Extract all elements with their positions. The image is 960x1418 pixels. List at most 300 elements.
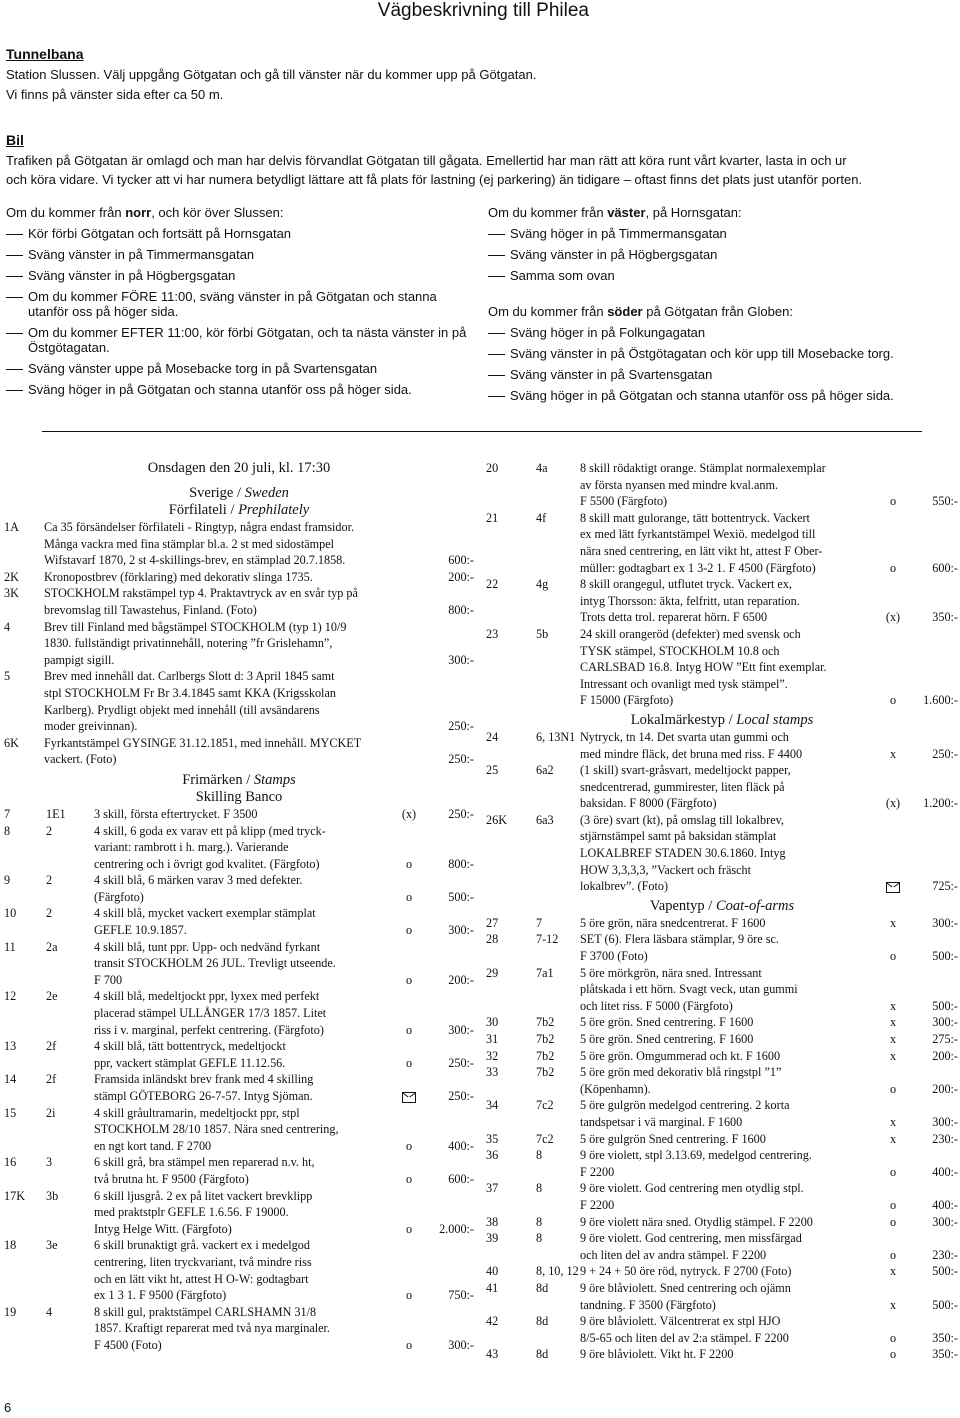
lot-condition (873, 1147, 913, 1164)
lot-price (913, 862, 958, 879)
lot-condition: o (889, 949, 897, 964)
lot-condition: o (889, 560, 897, 575)
lot-number (4, 1121, 46, 1138)
catalog-number (536, 477, 580, 494)
lot-row (4, 569, 474, 586)
catalog-number (46, 839, 94, 856)
lot-number (4, 1171, 46, 1188)
lot-row-continued (486, 1247, 958, 1264)
lot-row (486, 1131, 958, 1148)
lot-description: (1 skill) svart-gråsvart, medeltjockt papper, (580, 763, 791, 778)
lot-condition (389, 1188, 429, 1205)
lot-number (4, 702, 44, 719)
lot-number: 14 (4, 1072, 17, 1087)
lot-row (4, 585, 474, 602)
catalog-number (46, 1204, 94, 1221)
lot-row-continued (4, 602, 474, 619)
lot-description: 9 öre violett. God centrering men otydlig stpl. (580, 1181, 804, 1196)
lot-price (913, 1313, 958, 1330)
lot-row-continued (486, 845, 958, 862)
south-intro: Om du kommer från söder på Götgatan från Globen: (488, 304, 793, 319)
lot-description: (3 öre) svart (kt), på omslag till lokalbrev, (580, 812, 784, 827)
lot-number: 2K (4, 569, 19, 584)
lot-price: 800:- (448, 602, 474, 617)
lot-price (429, 823, 474, 840)
lot-condition (873, 981, 913, 998)
lot-number (486, 560, 536, 577)
lot-price (429, 872, 474, 889)
lot-price: 300:- (932, 1214, 958, 1229)
step-dash-icon (488, 268, 510, 283)
lot-description: 9 öre violett. God centrering, men missfärgad (580, 1231, 802, 1246)
catalog-number (536, 609, 580, 626)
catalog-number (536, 560, 580, 577)
lot-price: 300:- (932, 1015, 958, 1030)
step-text: Sväng vänster in på Timmermansgatan (28, 247, 255, 262)
step-text: Kör förbi Götgatan och fortsätt på Hornsgatan (28, 226, 292, 241)
step-dash-icon (488, 388, 510, 403)
lot-price (429, 955, 474, 972)
catalog-number (536, 878, 580, 895)
lot-condition (873, 762, 913, 779)
lot-price: 300:- (448, 652, 474, 667)
lot-condition (389, 1271, 429, 1288)
lot-price (913, 1147, 958, 1164)
west-intro: Om du kommer från väster, på Hornsgatan: (488, 205, 742, 220)
lot-price (913, 643, 958, 660)
lot-price (913, 676, 958, 693)
lot-row-continued (486, 1114, 958, 1131)
lot-number: 24 (486, 729, 499, 744)
lot-condition: o (889, 1347, 897, 1362)
lot-description: Intyg Helge Witt. (Färgfoto) (94, 1221, 232, 1236)
lokalmarkestyp-heading: Lokalmärkestyp / Local stamps (630, 711, 814, 728)
lot-price: 300:- (932, 1114, 958, 1129)
lot-description: ppr, vackert stämplat GEFLE 11.12.56. (94, 1055, 286, 1070)
lot-number (486, 1081, 536, 1098)
lot-description: 9 öre blåviolett. Välcentrerat ex stpl HJO (580, 1314, 781, 1329)
lot-price (429, 1071, 474, 1088)
step-text: Sväng vänster in på Östgötagatan och kör upp till Mosebacke torg. (510, 346, 894, 361)
lot-condition (873, 931, 913, 948)
lot-row (486, 1097, 958, 1114)
lot-description: 5 öre grön. Omgummerad och kt. F 1600 (580, 1048, 781, 1063)
lot-description: GEFLE 10.9.1857. (94, 923, 187, 938)
lot-price (913, 526, 958, 543)
catalog-number (536, 845, 580, 862)
lot-description: riss i v. marginal, perfekt centrering. (Färgfoto) (94, 1022, 324, 1037)
lot-condition (873, 510, 913, 527)
lot-price (429, 1154, 474, 1171)
lot-row-continued (4, 856, 474, 873)
tunnelbana-line: Vi finns på vänster sida efter ca 50 m. (6, 87, 224, 102)
catalog-number (46, 1271, 94, 1288)
lot-number (4, 1320, 46, 1337)
lot-description: ex 1 3 1. F 9500 (Färgfoto) (94, 1288, 227, 1303)
catalog-number (536, 659, 580, 676)
lot-price (913, 1180, 958, 1197)
skilling-lot-list-continued (486, 460, 958, 709)
lot-row (486, 460, 958, 477)
coat-of-arms-lot-list (486, 915, 958, 1363)
lot-description: 5 öre gulgrön Sned centrering. F 1600 (580, 1131, 766, 1146)
lot-price (429, 585, 474, 602)
vapentyp-heading: Vapentyp / Coat-of-arms (649, 897, 795, 914)
lot-condition: x (889, 1297, 897, 1312)
lot-condition (389, 955, 429, 972)
lot-condition (873, 477, 913, 494)
lot-number: 25 (486, 763, 499, 778)
lot-price: 250:- (448, 1055, 474, 1070)
catalog-right-column (486, 460, 958, 1363)
lot-number: 3K (4, 586, 19, 601)
lot-number (486, 1114, 536, 1131)
page-number: 6 (4, 1400, 12, 1415)
lot-condition: o (405, 856, 413, 871)
lot-number (486, 779, 536, 796)
lot-number (486, 828, 536, 845)
catalog-number (536, 779, 580, 796)
lot-number: 10 (4, 906, 17, 921)
lot-number: 37 (486, 1181, 499, 1196)
catalog-number (536, 1164, 580, 1181)
catalog-number (46, 1121, 94, 1138)
lot-condition (873, 1230, 913, 1247)
lot-row (486, 626, 958, 643)
lot-row-continued (486, 795, 958, 812)
lot-number: 28 (486, 932, 499, 947)
catalog-number: 5b (536, 626, 549, 641)
lot-row-continued (486, 1197, 958, 1214)
lot-description: STOCKHOLM 28/10 1857. Nära sned centrering, (94, 1122, 339, 1137)
lot-price (429, 1304, 474, 1321)
section-divider (42, 431, 922, 432)
lot-row-continued (4, 552, 474, 569)
lot-row-continued (486, 878, 958, 895)
lot-row (4, 1071, 474, 1088)
lot-description: 4 skill blå, mycket vackert exemplar stämplat (94, 906, 316, 921)
lot-description: en ngt kort tand. F 2700 (94, 1138, 212, 1153)
lot-row-continued (4, 1171, 474, 1188)
step-text: Sväng vänster uppe på Mosebacke torg in på Svartensgatan (28, 361, 378, 376)
lot-price: 500:- (448, 889, 474, 904)
catalog-number: 7 (536, 915, 543, 930)
page-title: Vägbeskrivning till Philea (377, 0, 589, 21)
lot-condition (389, 839, 429, 856)
lot-price (913, 729, 958, 746)
lot-condition: x (889, 1114, 897, 1129)
lot-number: 27 (486, 915, 499, 930)
step-text: Sväng vänster in på Högbergsgatan (28, 268, 236, 283)
lot-description: Nytryck, tn 14. Det svarta utan gummi och (580, 729, 789, 744)
catalog-number: 4f (536, 510, 547, 525)
lot-condition (389, 1105, 429, 1122)
catalog-number (536, 692, 580, 709)
lot-row (486, 1214, 958, 1231)
lot-price (913, 965, 958, 982)
directions-west-south (488, 204, 956, 409)
lot-row (4, 619, 474, 636)
lot-price (429, 635, 474, 652)
lot-condition: o (889, 1214, 897, 1229)
lot-row-continued (486, 526, 958, 543)
lot-row-continued (486, 692, 958, 709)
lot-number: 30 (486, 1015, 499, 1030)
lot-number (4, 1022, 46, 1039)
step-dash-icon (6, 226, 28, 241)
lot-row (486, 1280, 958, 1297)
lot-description: två brutna ht. F 9500 (Färgfoto) (94, 1171, 249, 1186)
lot-description: 6 skill brunaktigt grå. vackert ex i medelgod (94, 1238, 310, 1253)
lot-description: nära sned centrering, en lätt vikt ht, attest F Ober- (580, 543, 823, 558)
lot-row-continued (486, 543, 958, 560)
lot-row (4, 872, 474, 889)
catalog-number (46, 1320, 94, 1337)
lot-description: 5 öre grön. Sned centrering. F 1600 (580, 1015, 754, 1030)
lot-number: 6K (4, 735, 19, 750)
lot-row (486, 762, 958, 779)
auction-date-heading: Onsdagen den 20 juli, kl. 17:30 (147, 460, 331, 476)
step-dash-icon (488, 247, 510, 262)
lot-description: och litet riss. F 5000 (Färgfoto) (580, 998, 733, 1013)
lot-row-continued (486, 981, 958, 998)
lot-number (486, 998, 536, 1015)
lot-price: 250:- (448, 1089, 474, 1103)
lot-condition (389, 1121, 429, 1138)
lot-condition: x (889, 1131, 897, 1146)
lot-description: och en lätt vikt ht, attest H O-W: godtagbart (94, 1271, 309, 1286)
step-dash-icon (6, 382, 28, 397)
lot-row-continued (4, 922, 474, 939)
lot-number (4, 839, 46, 856)
lot-condition: o (889, 1081, 897, 1096)
catalog-number: 2f (46, 1072, 57, 1087)
lot-condition: x (889, 1048, 897, 1063)
lot-number (486, 981, 536, 998)
lot-description: pampigt sigill. (44, 652, 115, 667)
lot-condition: x (889, 746, 897, 761)
lot-condition (389, 1154, 429, 1171)
lot-condition: (x) (401, 806, 417, 821)
lot-number (486, 1164, 536, 1181)
lot-description: SET (6). Flera läsbara stämplar, 9 öre sc. (580, 932, 779, 947)
lot-condition (873, 779, 913, 796)
lot-number: 42 (486, 1314, 499, 1329)
bil-line: och köra vidare. Vi tycker att vi har numera betydligt lättare att få plats för lastning (ej parkering) än tidigare – oftast finns det plats just utanför porten. (6, 172, 863, 187)
lot-price (913, 981, 958, 998)
lot-condition: o (405, 1022, 413, 1037)
catalog-number (46, 1138, 94, 1155)
envelope-icon (886, 882, 900, 893)
lot-description: 8 skill rödaktigt orange. Stämplat normalexemplar (580, 461, 826, 475)
lot-number (486, 948, 536, 965)
lot-condition: o (405, 1337, 413, 1352)
lot-number: 21 (486, 510, 499, 525)
lot-description: lokalbrev”. (Foto) (580, 879, 668, 894)
lot-row-continued (4, 718, 474, 735)
lot-price (913, 812, 958, 829)
lot-number (486, 795, 536, 812)
lot-condition: o (889, 1247, 897, 1262)
catalog-number (46, 1088, 94, 1105)
lot-row (486, 1014, 958, 1031)
direction-step (6, 226, 468, 241)
lot-row (486, 729, 958, 746)
lot-number (486, 526, 536, 543)
lot-price: 300:- (932, 915, 958, 930)
lot-row-continued (486, 998, 958, 1015)
step-text: Om du kommer FÖRE 11:00, sväng vänster in på Götgatan och stanna utanför oss på höger sida. (28, 289, 437, 319)
lot-row-continued (486, 1081, 958, 1098)
lot-description: 4 skill blå, 6 märken varav 3 med defekter. (94, 873, 303, 888)
catalog-number (536, 1114, 580, 1131)
lot-row (4, 519, 474, 536)
lot-condition: o (889, 1197, 897, 1212)
lot-condition (873, 460, 913, 477)
lot-price (429, 519, 474, 536)
lot-condition (873, 643, 913, 660)
tunnelbana-section (6, 44, 956, 106)
skilling-banco-heading: Skilling Banco (195, 788, 283, 805)
lot-description: snedcentrerad, gummirester, liten fläck på (580, 779, 785, 794)
lot-description: intyg Thorsson: äkta, felfritt, utan reparation. (580, 593, 800, 608)
lot-description: 5 öre grön. Sned centrering. F 1600 (580, 1032, 754, 1046)
lot-row-continued (486, 493, 958, 510)
lot-description: müller: godtagbart ex 1 3-2 1. F 4500 (Färgfoto) (580, 560, 816, 575)
step-dash-icon (6, 289, 28, 319)
lot-price (913, 593, 958, 610)
lot-price (913, 460, 958, 477)
lot-condition: o (889, 1330, 897, 1345)
lot-number: 32 (486, 1048, 499, 1063)
lot-price: 500:- (932, 998, 958, 1013)
lot-price (429, 939, 474, 956)
lot-number: 16 (4, 1155, 17, 1170)
lot-description: ex med lätt fyrkantstämpel Wexiö. medelgod till (580, 527, 816, 542)
lot-number: 23 (486, 626, 499, 641)
lot-number (486, 878, 536, 895)
lot-price (913, 1230, 958, 1247)
lot-number (4, 856, 46, 873)
lot-condition (873, 965, 913, 982)
lot-row-continued (486, 477, 958, 494)
lot-row-continued (486, 1330, 958, 1347)
step-dash-icon (6, 268, 28, 283)
lot-number: 22 (486, 577, 499, 592)
lot-number: 35 (486, 1131, 499, 1146)
lot-condition (389, 905, 429, 922)
lot-price (429, 685, 474, 702)
lot-number: 12 (4, 989, 17, 1004)
lot-row-continued (4, 1320, 474, 1337)
lot-number (4, 1055, 46, 1072)
catalog-number: 7c2 (536, 1098, 554, 1113)
lot-condition (389, 1320, 429, 1337)
lot-condition: o (889, 693, 897, 708)
lot-price (429, 1188, 474, 1205)
lot-description: stpl STOCKHOLM Fr Br 3.4.1845 samt KKA (Krigsskolan (44, 685, 336, 700)
lot-row (4, 1304, 474, 1321)
lot-price (429, 1038, 474, 1055)
lot-condition: o (405, 923, 413, 938)
lot-number: 34 (486, 1098, 499, 1113)
lot-condition (873, 593, 913, 610)
bil-heading: Bil (6, 132, 24, 148)
catalog-number: 4a (536, 461, 548, 475)
catalog-number (536, 676, 580, 693)
direction-step (488, 367, 956, 382)
lot-condition: x (889, 1032, 897, 1046)
catalog-number (46, 922, 94, 939)
lot-description: Karlberg). Prydligt objekt med innehåll (till avsändarens (44, 702, 320, 717)
lot-description: 4 skill, 6 goda ex varav ett på klipp (med tryck- (94, 823, 326, 838)
lot-number (4, 685, 44, 702)
lot-number (486, 692, 536, 709)
lot-row-continued (486, 593, 958, 610)
lot-condition (873, 1097, 913, 1114)
lot-number: 4 (4, 619, 11, 634)
lot-row (486, 1313, 958, 1330)
lot-price: 1.600:- (923, 693, 958, 708)
lot-price (913, 477, 958, 494)
skilling-lot-list (4, 806, 474, 1354)
local-stamps-lot-list (486, 729, 958, 895)
lot-number (4, 1005, 46, 1022)
lot-number (4, 889, 46, 906)
lot-row-continued (4, 1022, 474, 1039)
lot-price: 250:- (448, 752, 474, 767)
catalog-number (46, 1287, 94, 1304)
catalog-number: 2i (46, 1105, 56, 1120)
lot-price (913, 543, 958, 560)
catalog-number (536, 1330, 580, 1347)
catalog-number (46, 1254, 94, 1271)
lot-row (4, 1154, 474, 1171)
lot-description: baksidan. F 8000 (Färgfoto) (580, 796, 717, 811)
lot-price (429, 905, 474, 922)
lot-condition (873, 729, 913, 746)
lot-number: 20 (486, 461, 499, 475)
lot-price: 350:- (932, 1330, 958, 1345)
lot-row-continued (4, 536, 474, 553)
catalog-number: 2 (46, 873, 53, 888)
lot-row-continued (4, 635, 474, 652)
lot-row-continued (4, 1271, 474, 1288)
catalog-number: 6a3 (536, 812, 554, 827)
catalog-number: 6, 13N1 (536, 729, 576, 744)
lot-row (486, 1346, 958, 1363)
step-dash-icon (6, 325, 28, 355)
lot-row (486, 1048, 958, 1065)
lot-description: 3 skill, första eftertrycket. F 3500 (94, 806, 258, 821)
lot-row-continued (4, 839, 474, 856)
lot-number (486, 845, 536, 862)
lot-price: 400:- (448, 1138, 474, 1153)
catalog-number: 7b2 (536, 1015, 555, 1030)
catalog-number: 2f (46, 1039, 57, 1054)
lot-price (429, 1121, 474, 1138)
lot-number (4, 536, 44, 553)
lot-row (4, 905, 474, 922)
lot-description: 6 skill ljusgrå. 2 ex på litet vackert brevklipp (94, 1188, 313, 1203)
lot-description: och liten del av andra stämpel. F 2200 (580, 1247, 767, 1262)
lot-condition (873, 543, 913, 560)
lot-condition: x (889, 998, 897, 1013)
lot-price (429, 619, 474, 636)
lot-description: 9 öre blåviolett. Sned centrering och ojämn (580, 1280, 791, 1295)
lot-description: 1830. fullständigt privatinnehåll, notering ”fr Grislehamn”, (44, 636, 333, 651)
lot-number (4, 552, 44, 569)
